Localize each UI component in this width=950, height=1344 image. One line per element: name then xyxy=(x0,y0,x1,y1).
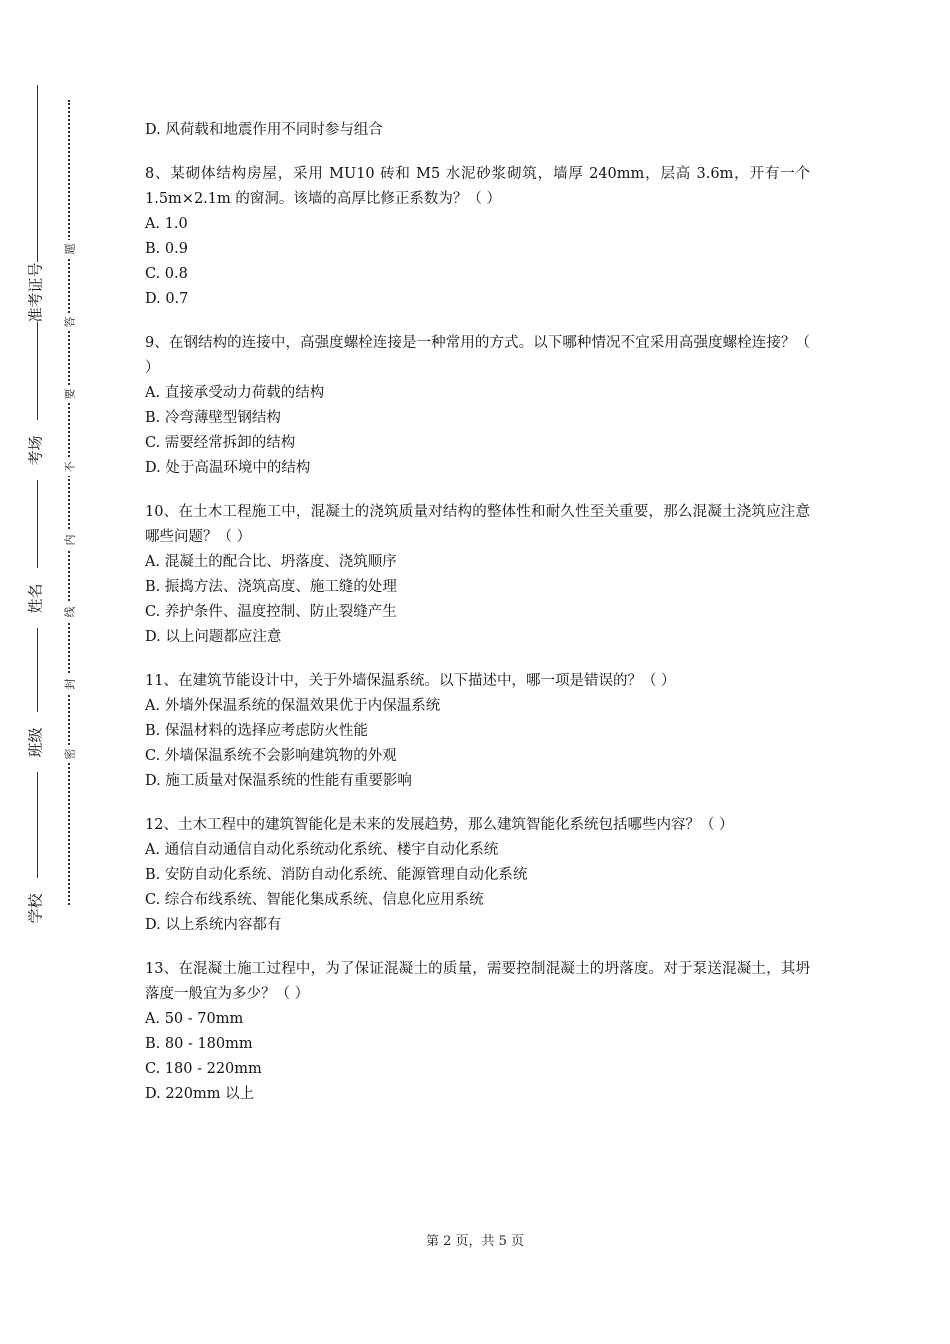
option: D. 以上系统内容都有 xyxy=(145,917,282,933)
option: D. 220mm 以上 xyxy=(145,1086,255,1102)
admission-number-label: 准考证号 xyxy=(26,261,45,323)
option: B. 80 - 180mm xyxy=(145,1036,253,1052)
question-content xyxy=(145,118,810,1126)
question-stem: 9、在钢结构的连接中，高强度螺栓连接是一种常用的方式。以下哪种情况不宜采用高强度螺栓连接？（ ） xyxy=(145,335,810,376)
question-stem: 13、在混凝土施工过程中，为了保证混凝土的质量，需要控制混凝土的坍落度。对于泵送混凝土，其坍落度一般宜为多少？（ ） xyxy=(145,961,810,1002)
option: C. 0.8 xyxy=(145,266,188,282)
seal-dotted-line xyxy=(68,100,70,905)
option: A. 直接承受动力荷载的结构 xyxy=(145,385,325,401)
option: C. 综合布线系统、智能化集成系统、信息化应用系统 xyxy=(145,892,484,908)
option: C. 180 - 220mm xyxy=(145,1061,262,1077)
leading-option-block xyxy=(145,118,810,143)
option: A. 50 - 70mm xyxy=(145,1011,244,1027)
option: D. 处于高温环境中的结构 xyxy=(145,460,311,476)
option: D. 施工质量对保温系统的性能有重要影响 xyxy=(145,773,412,789)
option: D. 0.7 xyxy=(145,291,189,307)
question-10 xyxy=(145,500,810,650)
seal-char: 密 xyxy=(60,745,78,763)
class-label: 班级 xyxy=(26,726,45,758)
question-11 xyxy=(145,669,810,794)
option: C. 养护条件、温度控制、防止裂缝产生 xyxy=(145,604,397,620)
binding-line xyxy=(37,85,38,925)
option: B. 振捣方法、浇筑高度、施工缝的处理 xyxy=(145,579,397,595)
option: C. 外墙保温系统不会影响建筑物的外观 xyxy=(145,748,397,764)
seal-char: 封 xyxy=(60,675,78,693)
question-stem: 11、在建筑节能设计中，关于外墙保温系统。以下描述中，哪一项是错误的？（ ） xyxy=(145,673,676,689)
school-label: 学校 xyxy=(26,892,45,924)
question-8 xyxy=(145,162,810,312)
name-label: 姓名 xyxy=(26,582,45,614)
question-9 xyxy=(145,331,810,481)
question-12 xyxy=(145,813,810,938)
page-footer: 第 2 页，共 5 页 xyxy=(425,1234,525,1249)
seal-char: 题 xyxy=(60,240,78,258)
class-field xyxy=(20,712,50,772)
option: B. 保温材料的选择应考虑防火性能 xyxy=(145,723,368,739)
exam-room-label: 考场 xyxy=(26,434,45,466)
option: B. 0.9 xyxy=(145,241,188,257)
name-field xyxy=(20,568,50,628)
option: B. 安防自动化系统、消防自动化系统、能源管理自动化系统 xyxy=(145,867,528,883)
admission-number-field xyxy=(20,262,50,322)
option: A. 通信自动通信自动化系统动化系统、楼宇自动化系统 xyxy=(145,842,499,858)
option: A. 混凝土的配合比、坍落度、浇筑顺序 xyxy=(145,554,397,570)
seal-char: 要 xyxy=(60,385,78,403)
option: D. 风荷载和地震作用不同时参与组合 xyxy=(145,122,383,138)
seal-char: 线 xyxy=(60,603,78,621)
option: C. 需要经常拆卸的结构 xyxy=(145,435,296,451)
option: D. 以上问题都应注意 xyxy=(145,629,282,645)
question-stem: 12、土木工程中的建筑智能化是未来的发展趋势，那么建筑智能化系统包括哪些内容？（ ） xyxy=(145,817,734,833)
seal-char: 答 xyxy=(60,313,78,331)
option: A. 外墙外保温系统的保温效果优于内保温系统 xyxy=(145,698,441,714)
option: A. 1.0 xyxy=(145,216,188,232)
school-field xyxy=(20,878,50,938)
seal-char: 不 xyxy=(60,458,78,476)
question-stem: 10、在土木工程施工中，混凝土的浇筑质量对结构的整体性和耐久性至关重要，那么混凝土浇筑应注意哪些问题？（ ） xyxy=(145,504,810,545)
question-13 xyxy=(145,957,810,1107)
option: B. 冷弯薄壁型钢结构 xyxy=(145,410,281,426)
question-stem: 8、某砌体结构房屋，采用 MU10 砖和 M5 水泥砂浆砌筑，墙厚 240mm，层高 3.6m，开有一个 1.5m×2.1m 的窗洞。该墙的高厚比修正系数为？（ ） xyxy=(145,166,810,207)
seal-char: 内 xyxy=(60,531,78,549)
exam-room-field xyxy=(20,420,50,480)
